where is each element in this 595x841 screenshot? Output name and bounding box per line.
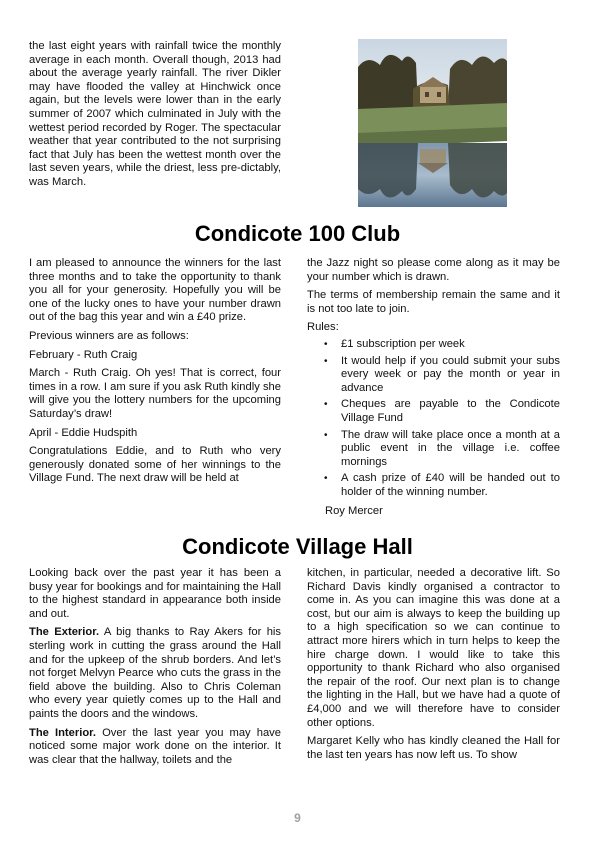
hall-paragraph-exterior: The Exterior. A big thanks to Ray Akers for his sterling work in cutting the grass around the Hall and for the upkeep of the shrub borders. And let’s not forget Melvyn Pearce who cuts the grass in the field above the building. Also to Chris Coleman who every year quietly comes up to the Hall and paints the doors and the windows. — [29, 626, 281, 720]
club-paragraph-terms: The terms of membership remain the same and it is not too late to join. — [307, 289, 560, 315]
club-rules-label: Rules: — [307, 321, 339, 334]
club-heading: Condicote 100 Club — [194, 221, 401, 246]
hall-paragraph-interior: The Interior. Over the last year you may have noticed some major work done on the interior. It was clear that the hallway, toilets and the — [29, 726, 281, 766]
hall-paragraph-kitchen: kitchen, in particular, needed a decorative lift. So Richard Davis kindly organised a contractor to come in. As you can imagine this was done at a cost, but our aim is always to keep the building up to a high specification so we can continue to attract more hirers which in turn helps to keep the hire charge down. I would like to take this opportunity to thank Richard who also organised the repair of the roof. Our next plan is to change the lighting in the Hall, but we have had a quote of £4,000 and we will therefore have to consider other options. — [307, 567, 560, 729]
rule-item: • Cheques are payable to the Condicote Village Fund — [324, 398, 560, 424]
rule-item: • It would help if you could submit your subs every week or pay the month or year in advance — [324, 354, 560, 394]
hall-paragraph-margaret-kelly: Margaret Kelly who has kindly cleaned the Hall for the last ten years has now left us. To show — [307, 735, 560, 761]
interior-lead: The Interior. — [29, 726, 97, 739]
bullet-icon: • — [324, 429, 328, 441]
bullet-icon: • — [324, 399, 328, 411]
club-paragraph-congratulations: Congratulations Eddie, and to Ruth who very generously donated some of her winnings to the Village Fund. The next draw will be held at — [29, 445, 281, 485]
club-left-column — [29, 257, 281, 486]
bullet-icon: • — [324, 355, 328, 367]
hall-right-column — [307, 567, 560, 762]
club-paragraph-march: March - Ruth Craig. Oh yes! That is correct, four times in a row. I am sure if you ask Ruth kindly she will give you the lottery numbers for the upcoming Saturday’s draw! — [29, 367, 281, 420]
rule-item: • A cash prize of £40 will be handed out to holder of the winning number. — [324, 472, 560, 498]
hall-heading: Condicote Village Hall — [182, 534, 413, 559]
exterior-lead: The Exterior. — [29, 626, 100, 639]
club-paragraph-april: April - Eddie Hudspith — [29, 426, 138, 439]
club-signature: Roy Mercer — [325, 504, 383, 517]
photo-graphic — [358, 39, 507, 207]
club-right-column — [307, 257, 560, 518]
bullet-icon: • — [324, 473, 328, 485]
club-paragraph-previous-winners: Previous winners are as follows: — [29, 329, 189, 342]
intro-column — [29, 40, 281, 190]
intro-paragraph: the last eight years with rainfall twice the monthly average in each month. Overall though, 2013 had about the average yearly rainfall. The river Dikler may have flooded the valley at Hinchwick once again, but the levels were lower than in the early summer of 2007 which culminated in July with the wettest period recorded by Roger. The spectacular weather that year contributed to the not surprising fact that July has been the wettest month over the last seven years, while the driest, less pre-dictably, was March. — [29, 40, 281, 188]
hall-left-column — [29, 567, 281, 767]
club-paragraph-february: February - Ruth Craig — [29, 348, 138, 361]
house-reflection-photo — [358, 39, 507, 207]
bullet-icon: • — [324, 338, 328, 350]
club-rules-list — [307, 338, 560, 500]
rule-item: • The draw will take place once a month at a public event in the village i.e. coffee mornings — [324, 428, 560, 468]
club-paragraph-intro: I am pleased to announce the winners for the last three months and to take the opportunity to thank you all for your generosity. Hopefully you will be one of the lucky ones to have your number drawn out of the bag this year and win a £40 prize. — [29, 257, 281, 324]
rule-item: • £1 subscription per week — [324, 337, 465, 350]
club-paragraph-jazz-night: the Jazz night so please come along as it may be your number which is drawn. — [307, 257, 560, 283]
hall-paragraph-intro: Looking back over the past year it has been a busy year for bookings and for maintaining the Hall to the highest standard in appearance both inside and out. — [29, 567, 281, 620]
page-number: 9 — [294, 811, 301, 825]
